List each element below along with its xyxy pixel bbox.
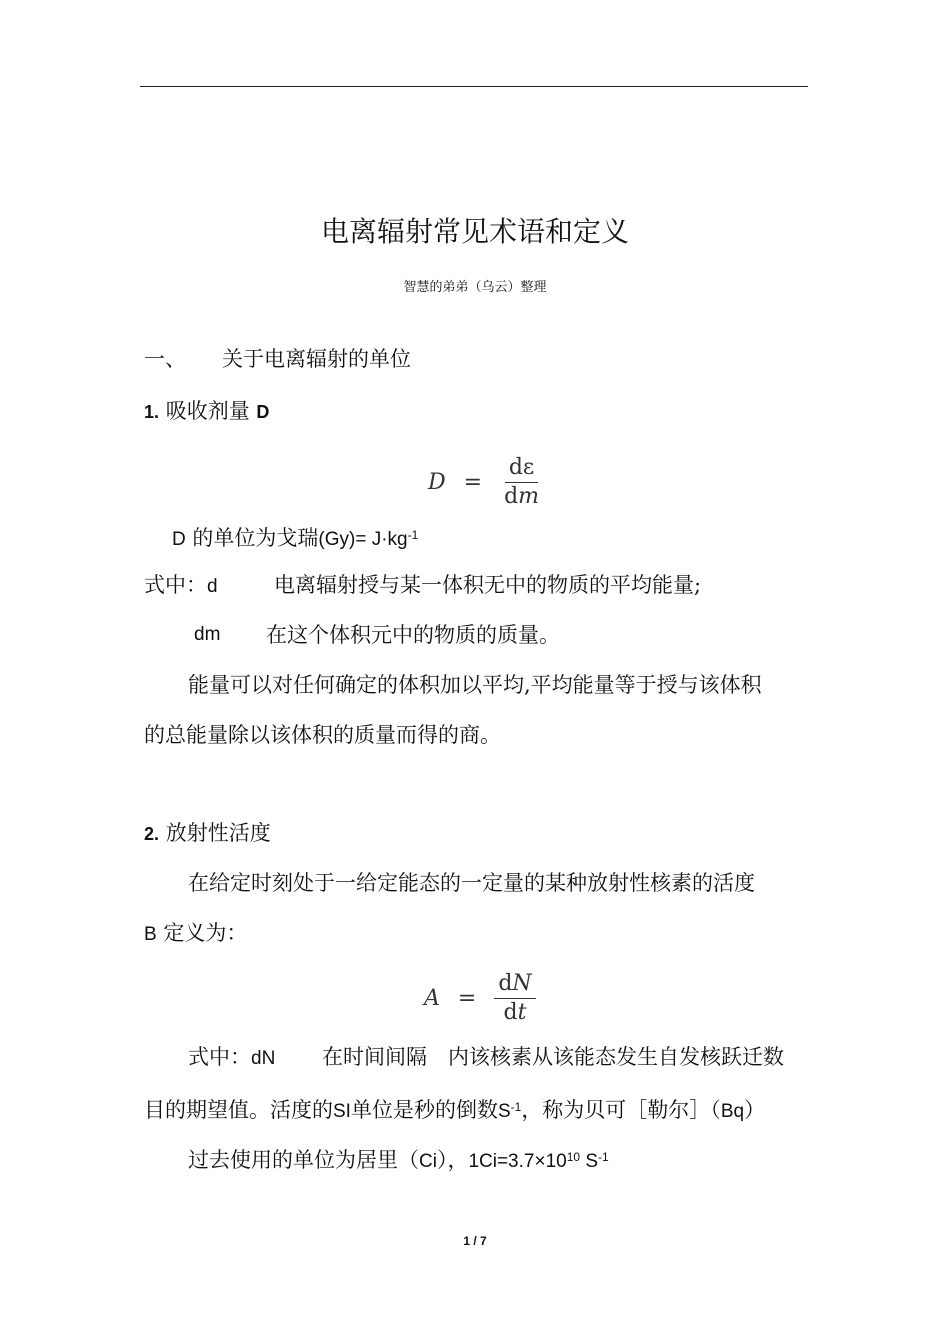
curie-line: 过去使用的单位为居里（Ci），$1Ci=3.7\times 10^{10}$ $S^{-1}$ (188, 1148, 609, 1172)
absorbed-dose-formula (428, 456, 543, 509)
where-d-line: 式中：d (144, 573, 218, 597)
absorbed-dose-unit: D 的单位为戈瑞$(Gy)= J\cdot kg^{-1}$ (172, 526, 419, 550)
item-1-paragraph-line-2: 的总能量除以该体积的质量而得的商。 (144, 723, 501, 747)
activity-formula (424, 972, 536, 1025)
page-number: 1 / 7 (463, 1234, 487, 1248)
section-1-heading (144, 344, 411, 374)
formula-1-lhs: D (428, 470, 446, 495)
formula-2-fraction (494, 972, 535, 1025)
where-dn-description: 在时间间隔 内该核素从该能态发生自发核跃迁数 (322, 1045, 784, 1069)
where-d-description: 电离辐射授与某一体积无中的物质的平均能量; (274, 573, 702, 597)
item-2-paragraph-line-2: B 定义为： (144, 921, 248, 945)
item-1-title: 吸收剂量 (165, 399, 250, 423)
section-1-number: 一、 (144, 347, 186, 371)
item-2-heading (144, 818, 271, 849)
item-1-heading (144, 396, 269, 427)
item-1-symbol: D (256, 402, 270, 422)
formula-1-denominator: dm (504, 484, 540, 509)
formula-1-equals: = (463, 470, 483, 495)
item-1-number: 1. (144, 402, 160, 422)
item-2-title: 放射性活度 (165, 821, 271, 845)
formula-1-numerator: dε (505, 456, 539, 483)
item-1-paragraph-line-1: 能量可以对任何确定的体积加以平均,平均能量等于授与该体积 (188, 673, 762, 697)
formula-2-numerator: dN (494, 972, 535, 999)
where-dm-symbol: dm (194, 624, 221, 645)
activity-unit-line: 目的期望值。活度的SI单位是秒的倒数$S^{-1}$，称为贝可［勒尔］（Bq） (144, 1098, 766, 1122)
formula-2-lhs: A (424, 986, 440, 1011)
where-dn-label: 式中：dN (188, 1045, 276, 1069)
header-rule (140, 86, 808, 87)
document-subtitle: 智慧的弟弟（乌云）整理 (403, 280, 547, 295)
formula-1-fraction (500, 456, 543, 509)
section-1-title: 关于电离辐射的单位 (222, 347, 411, 371)
document-title: 电离辐射常见术语和定义 (320, 215, 629, 248)
where-dm-description: 在这个体积元中的物质的质量。 (266, 623, 560, 647)
formula-2-equals: = (457, 986, 477, 1011)
item-2-number: 2. (144, 824, 160, 844)
formula-2-denominator: dt (503, 1000, 527, 1025)
item-2-paragraph-line-1: 在给定时刻处于一给定能态的一定量的某种放射性核素的活度 (188, 871, 755, 895)
